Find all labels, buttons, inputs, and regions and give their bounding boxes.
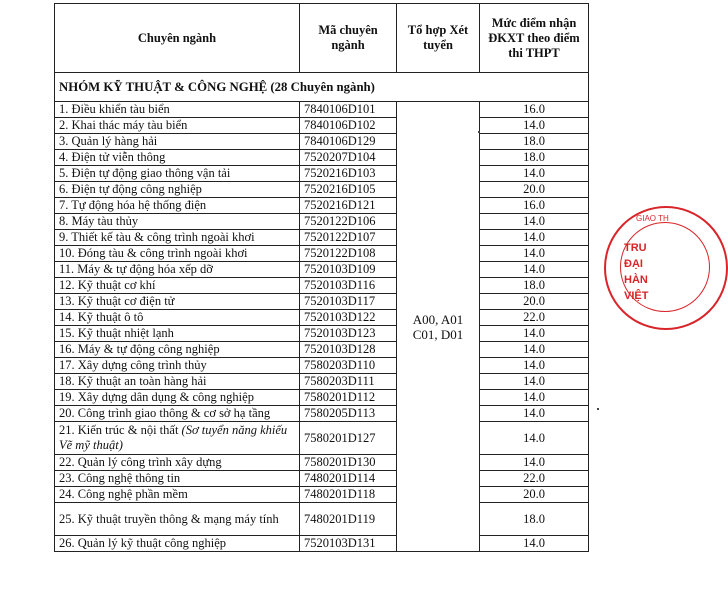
major-name: 8. Máy tàu thủy [59, 214, 139, 228]
min-score: 20.0 [480, 182, 589, 198]
major-name-cell [55, 134, 300, 150]
major-name-cell [55, 536, 300, 552]
min-score: 14.0 [480, 358, 589, 374]
min-score: 14.0 [480, 374, 589, 390]
major-code: 7580205D113 [300, 406, 397, 422]
min-score: 18.0 [480, 278, 589, 294]
major-name: 3. Quản lý hàng hải [59, 134, 158, 148]
min-score: 18.0 [480, 134, 589, 150]
group-title: NHÓM KỸ THUẬT & CÔNG NGHỆ (28 Chuyên ngành) [55, 73, 589, 102]
major-code: 7480201D114 [300, 471, 397, 487]
major-code: 7580201D130 [300, 455, 397, 471]
min-score: 14.0 [480, 230, 589, 246]
major-name: 13. Kỹ thuật cơ điện tử [59, 294, 175, 308]
major-name: 15. Kỹ thuật nhiệt lạnh [59, 326, 174, 340]
major-name-cell [55, 150, 300, 166]
major-name: 7. Tự động hóa hệ thống điện [59, 198, 207, 212]
admission-table [54, 3, 589, 552]
major-name-cell [55, 390, 300, 406]
min-score: 14.0 [480, 455, 589, 471]
table-row [55, 182, 589, 198]
major-name-cell [55, 358, 300, 374]
major-code: 7520216D105 [300, 182, 397, 198]
major-name-cell [55, 455, 300, 471]
min-score: 14.0 [480, 246, 589, 262]
table-row [55, 358, 589, 374]
major-code: 7520207D104 [300, 150, 397, 166]
major-name-cell [55, 326, 300, 342]
major-name-cell [55, 118, 300, 134]
table-row [55, 262, 589, 278]
major-name-cell [55, 294, 300, 310]
major-name: 14. Kỹ thuật ô tô [59, 310, 144, 324]
table-row [55, 390, 589, 406]
major-name: 23. Công nghệ thông tin [59, 471, 181, 485]
major-code: 7520103D128 [300, 342, 397, 358]
table-row [55, 471, 589, 487]
seal-line-4: VIỆT [624, 290, 649, 302]
major-name-cell [55, 198, 300, 214]
major-name-cell [55, 422, 300, 455]
major-code: 7580201D112 [300, 390, 397, 406]
table-row [55, 278, 589, 294]
table-row [55, 422, 589, 455]
min-score: 14.0 [480, 406, 589, 422]
major-name: 18. Kỹ thuật an toàn hàng hải [59, 374, 207, 388]
min-score: 14.0 [480, 422, 589, 455]
header-combination: Tổ hợp Xét tuyển [397, 4, 480, 73]
table-row [55, 246, 589, 262]
table-row [55, 406, 589, 422]
major-code: 7520103D109 [300, 262, 397, 278]
university-seal [604, 206, 728, 330]
seal-line-2: ĐẠI [624, 258, 643, 270]
major-name-cell [55, 102, 300, 118]
group-row [55, 73, 589, 102]
major-name: 1. Điều khiển tàu biển [59, 102, 170, 116]
major-name-cell [55, 262, 300, 278]
min-score: 14.0 [480, 214, 589, 230]
table-row [55, 374, 589, 390]
major-name: 25. Kỹ thuật truyền thông & mạng máy tính [59, 511, 279, 526]
table-row [55, 150, 589, 166]
table-row [55, 487, 589, 503]
min-score: 18.0 [480, 503, 589, 536]
header-code: Mã chuyên ngành [300, 4, 397, 73]
table-row [55, 455, 589, 471]
table-row [55, 310, 589, 326]
min-score: 14.0 [480, 342, 589, 358]
major-name: 24. Công nghệ phần mềm [59, 487, 188, 501]
major-name: 4. Điện tử viễn thông [59, 150, 166, 164]
min-score: 14.0 [480, 262, 589, 278]
table-row [55, 503, 589, 536]
major-code: 7580201D127 [300, 422, 397, 455]
major-code: 7520216D121 [300, 198, 397, 214]
table-row [55, 118, 589, 134]
major-name: 5. Điện tự động giao thông vận tải [59, 166, 231, 180]
major-name: 11. Máy & tự động hóa xếp dỡ [59, 262, 213, 276]
major-code: 7520122D106 [300, 214, 397, 230]
header-major: Chuyên ngành [55, 4, 300, 73]
major-note: (Sơ tuyển năng khiếu Vẽ mỹ thuật) [59, 423, 288, 452]
seal-line-3: HÀN [624, 274, 648, 286]
major-name: 9. Thiết kế tàu & công trình ngoài khơi [59, 230, 255, 244]
major-name-cell [55, 471, 300, 487]
major-name: 17. Xây dựng công trình thủy [59, 358, 207, 372]
table-row [55, 342, 589, 358]
major-code: 7520103D131 [300, 536, 397, 552]
major-name-cell [55, 342, 300, 358]
table-row [55, 134, 589, 150]
major-code: 7480201D118 [300, 487, 397, 503]
major-code: 7520216D103 [300, 166, 397, 182]
min-score: 22.0 [480, 310, 589, 326]
major-name: 12. Kỹ thuật cơ khí [59, 278, 156, 292]
major-name: 16. Máy & tự động công nghiệp [59, 342, 220, 356]
major-code: 7580203D110 [300, 358, 397, 374]
combination-line: C01, D01 [412, 326, 464, 342]
combination-cell [397, 102, 480, 552]
major-name-cell [55, 246, 300, 262]
major-name-cell [55, 166, 300, 182]
table-row [55, 214, 589, 230]
major-name-cell [55, 406, 300, 422]
min-score: 16.0 [480, 102, 589, 118]
min-score: 22.0 [480, 471, 589, 487]
major-name-cell [55, 182, 300, 198]
major-name-cell [55, 230, 300, 246]
major-name: 6. Điện tự động công nghiệp [59, 182, 202, 196]
combination-line: A00, A01 [412, 311, 464, 327]
table-row [55, 230, 589, 246]
header-row [55, 4, 589, 73]
major-name-cell [55, 503, 300, 536]
speck-mark [478, 131, 480, 133]
table-row [55, 536, 589, 552]
table-row [55, 166, 589, 182]
header-score: Mức điểm nhận ĐKXT theo điểm thi THPT [480, 4, 589, 73]
major-code: 7520103D117 [300, 294, 397, 310]
major-name: 2. Khai thác máy tàu biển [59, 118, 188, 132]
major-code: 7840106D129 [300, 134, 397, 150]
major-code: 7840106D102 [300, 118, 397, 134]
min-score: 20.0 [480, 294, 589, 310]
major-name: 10. Đóng tàu & công trình ngoài khơi [59, 246, 248, 260]
major-code: 7580203D111 [300, 374, 397, 390]
min-score: 18.0 [480, 150, 589, 166]
min-score: 14.0 [480, 326, 589, 342]
min-score: 14.0 [480, 390, 589, 406]
major-name-cell [55, 278, 300, 294]
min-score: 20.0 [480, 487, 589, 503]
major-name: 26. Quản lý kỹ thuật công nghiệp [59, 536, 226, 550]
major-name: 19. Xây dựng dân dụng & công nghiệp [59, 390, 254, 404]
seal-ring-text: GIAO TH [636, 214, 669, 223]
major-name: 20. Công trình giao thông & cơ sở hạ tầng [59, 406, 271, 420]
min-score: 14.0 [480, 536, 589, 552]
table-row [55, 198, 589, 214]
table-row [55, 102, 589, 118]
major-name-cell [55, 487, 300, 503]
table-row [55, 326, 589, 342]
min-score: 14.0 [480, 118, 589, 134]
major-code: 7520122D108 [300, 246, 397, 262]
major-name-cell [55, 374, 300, 390]
min-score: 14.0 [480, 166, 589, 182]
table-row [55, 294, 589, 310]
seal-line-1: TRU [624, 242, 647, 254]
major-code: 7520122D107 [300, 230, 397, 246]
major-name-cell [55, 214, 300, 230]
major-code: 7480201D119 [300, 503, 397, 536]
major-code: 7520103D123 [300, 326, 397, 342]
major-code: 7840106D101 [300, 102, 397, 118]
major-code: 7520103D122 [300, 310, 397, 326]
major-code: 7520103D116 [300, 278, 397, 294]
speck-mark [597, 408, 599, 410]
major-name-cell [55, 310, 300, 326]
min-score: 16.0 [480, 198, 589, 214]
major-name: 22. Quản lý công trình xây dựng [59, 455, 222, 469]
major-name: 21. Kiến trúc & nội thất [59, 423, 182, 437]
